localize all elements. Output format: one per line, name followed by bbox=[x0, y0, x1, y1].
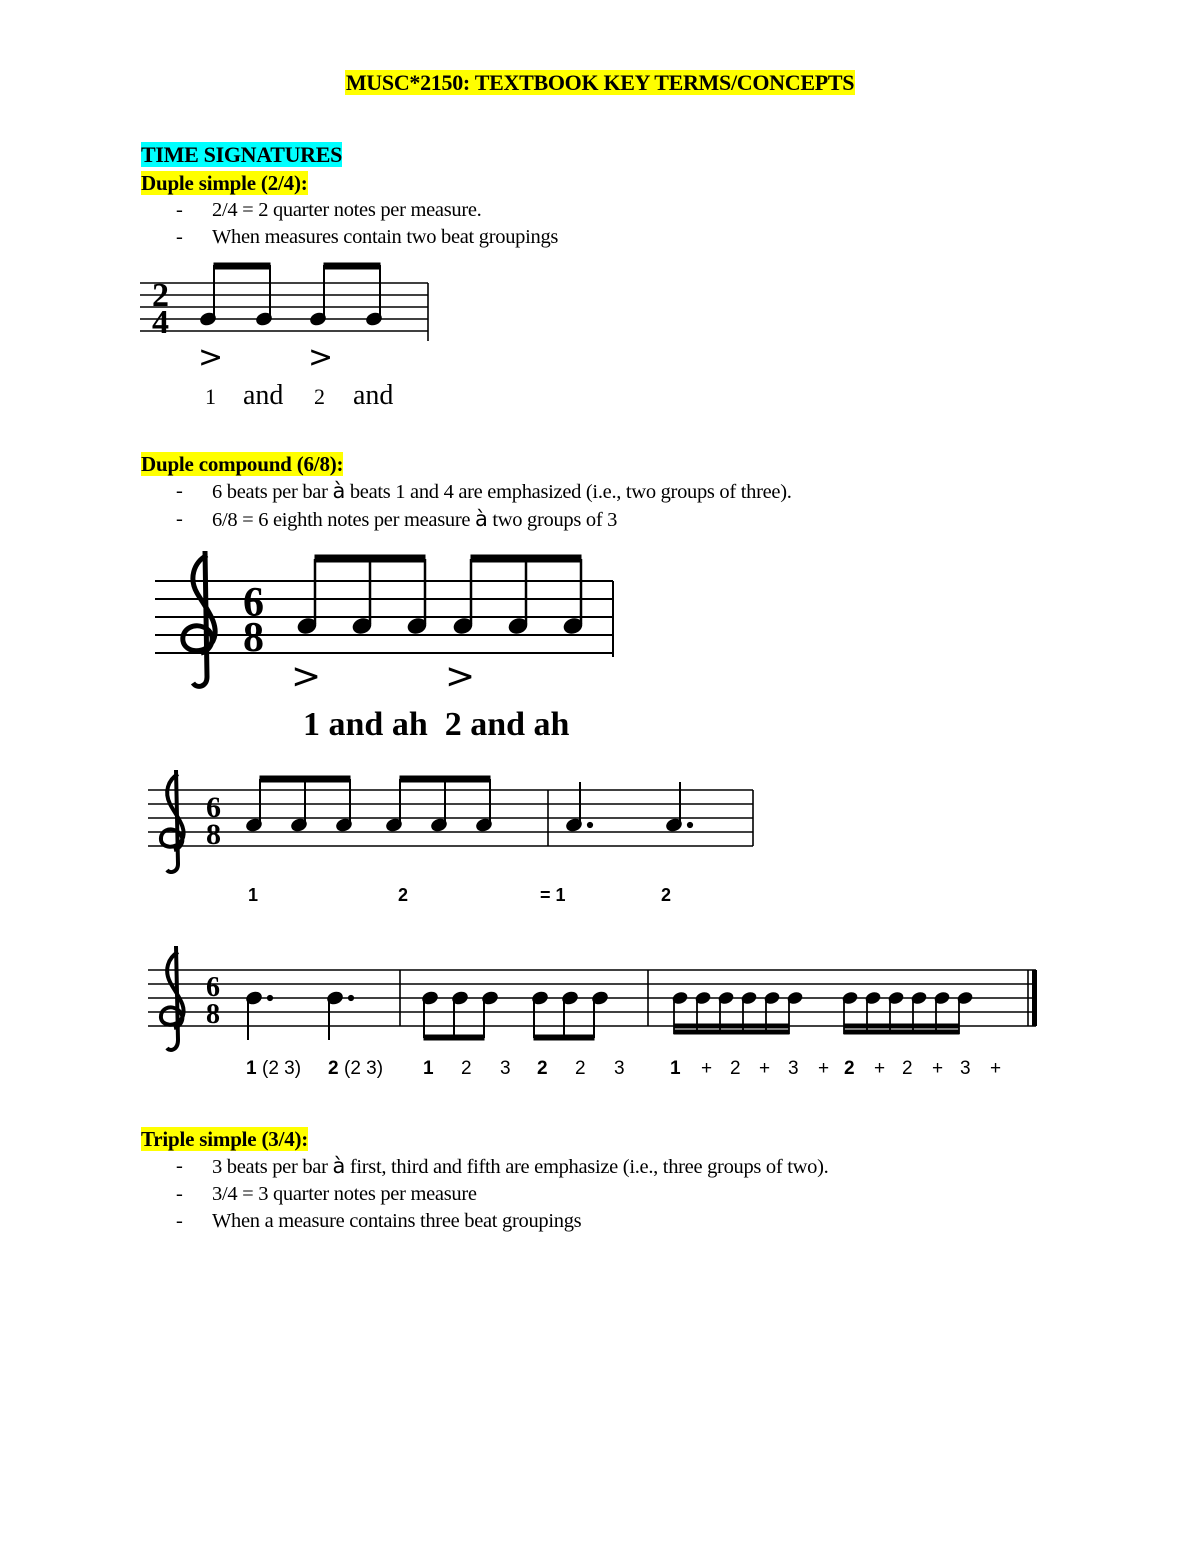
page-title: MUSC*2150: TEXTBOOK KEY TERMS/CONCEPTS bbox=[345, 70, 855, 95]
count-label: 2 bbox=[537, 1058, 548, 1079]
list-item: - 6/8 = 6 eighth notes per measure à two groups of 3 bbox=[176, 507, 618, 531]
triple-simple-list bbox=[176, 1153, 828, 1235]
count-label: 1 bbox=[423, 1058, 434, 1079]
count-label: 2 bbox=[730, 1058, 741, 1079]
final-barline bbox=[1032, 970, 1037, 1026]
count-label: 2 bbox=[844, 1058, 855, 1079]
duple-compound-notation-2 bbox=[148, 768, 768, 908]
count-label: 2 bbox=[461, 1058, 472, 1079]
count-label: (2 3) bbox=[344, 1058, 384, 1079]
list-item: - When a measure contains three beat groupings bbox=[176, 1210, 582, 1232]
count-label: 1 bbox=[248, 885, 259, 905]
count-label: 2 bbox=[902, 1058, 913, 1079]
arrow-icon: à bbox=[332, 479, 346, 503]
count-label: 2 bbox=[314, 384, 325, 409]
arrow-icon: à bbox=[332, 1154, 346, 1178]
duple-compound-heading: Duple compound (6/8): bbox=[141, 452, 344, 476]
count-label: 2 bbox=[328, 1058, 339, 1079]
list-item: - 2/4 = 2 quarter notes per measure. bbox=[176, 199, 482, 221]
count-label: 2 bbox=[575, 1058, 586, 1079]
count-label: 3 bbox=[960, 1058, 971, 1079]
time-signature-top: 2 bbox=[152, 277, 169, 314]
section-heading: TIME SIGNATURES bbox=[141, 142, 343, 167]
count-label: + bbox=[990, 1058, 1002, 1079]
treble-clef-icon bbox=[183, 551, 215, 686]
count-label: and bbox=[353, 380, 394, 411]
triple-simple-heading: Triple simple (3/4): bbox=[141, 1127, 309, 1151]
time-signature-bottom: 4 bbox=[152, 304, 169, 341]
count-label: + bbox=[932, 1058, 944, 1079]
accent-mark: > bbox=[291, 656, 322, 697]
count-label: (2 3) bbox=[262, 1058, 302, 1079]
time-signature-bottom: 8 bbox=[206, 818, 221, 851]
treble-clef-icon bbox=[161, 770, 184, 872]
time-signature-top: 6 bbox=[206, 972, 220, 1003]
count-label: 3 bbox=[788, 1058, 799, 1079]
duple-simple-notation bbox=[140, 255, 440, 415]
accent-mark: > bbox=[198, 340, 224, 375]
count-label: 2 bbox=[398, 885, 409, 905]
duple-compound-list bbox=[176, 478, 792, 534]
count-label: 1 bbox=[670, 1058, 681, 1079]
list-item: - 3/4 = 3 quarter notes per measure bbox=[176, 1183, 477, 1205]
list-item: - 6 beats per bar à beats 1 and 4 are emphasized (i.e., two groups of three). bbox=[176, 479, 792, 503]
list-item: - 3 beats per bar à first, third and fifth are emphasize (i.e., three groups of two). bbox=[176, 1154, 829, 1178]
duple-simple-heading: Duple simple (2/4): bbox=[141, 171, 308, 195]
duple-compound-notation-3 bbox=[148, 940, 1048, 1085]
count-label: = 1 bbox=[540, 885, 566, 905]
count-label: 1 and ah 2 and ah bbox=[303, 706, 570, 743]
time-signature-bottom: 8 bbox=[206, 999, 220, 1030]
count-label: 3 bbox=[500, 1058, 511, 1079]
accent-mark: > bbox=[308, 340, 334, 375]
count-label: + bbox=[874, 1058, 886, 1079]
count-label: and bbox=[243, 380, 284, 411]
list-item: - When measures contain two beat groupings bbox=[176, 226, 559, 248]
count-label: 2 bbox=[661, 885, 672, 905]
duple-simple-list bbox=[176, 197, 558, 251]
count-label: + bbox=[759, 1058, 771, 1079]
count-label: 1 bbox=[205, 384, 216, 409]
time-signature-top: 6 bbox=[206, 791, 221, 824]
duple-compound-notation-1 bbox=[155, 545, 625, 755]
arrow-icon: à bbox=[474, 507, 488, 531]
count-label: + bbox=[701, 1058, 713, 1079]
time-signature-top: 6 bbox=[243, 580, 264, 626]
count-label: + bbox=[818, 1058, 830, 1079]
accent-mark: > bbox=[445, 656, 476, 697]
count-label: 1 bbox=[246, 1058, 257, 1079]
time-signature-bottom: 8 bbox=[243, 615, 264, 661]
count-label: 3 bbox=[614, 1058, 625, 1079]
